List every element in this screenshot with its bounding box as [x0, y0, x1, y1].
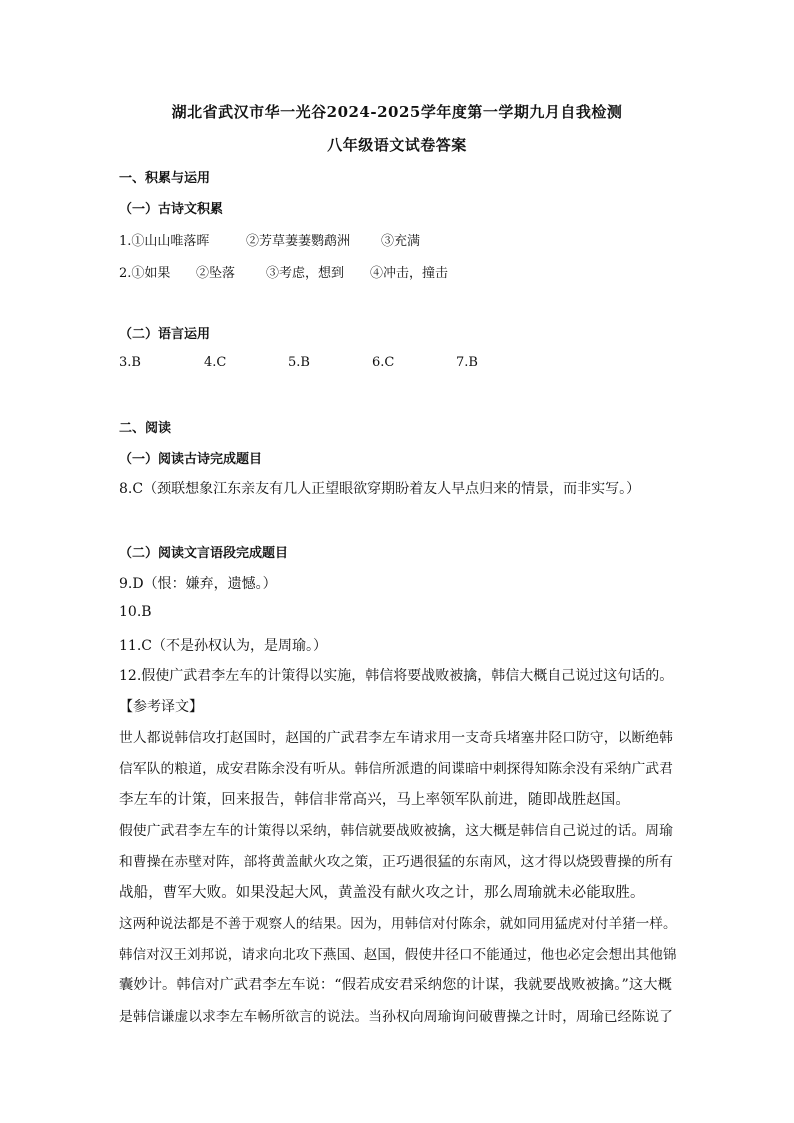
translation-line: 是韩信谦虚以求李左车畅所欲言的说法。当孙权向周瑜询问破曹操之计时，周瑜已经陈说了 — [119, 1009, 674, 1025]
section-heading-accumulation: 一、积累与运用 — [119, 171, 211, 186]
answer-2-part-3: ③考虑，想到 — [266, 266, 345, 281]
translation-line: 信军队的粮道，成安君陈余没有听从。韩信所派遣的间谍暗中刺探得知陈余没有采纳广武君 — [119, 761, 674, 777]
document-subtitle: 八年级语文试卷答案 — [327, 136, 467, 154]
translation-line: 和曹操在赤壁对阵，部将黄盖献火攻之策，正巧遇很猛的东南风，这才得以烧毁曹操的所有 — [119, 854, 674, 870]
translation-line: 韩信对汉王刘邦说，请求向北攻下燕国、赵国，假使井径口不能通过，他也必定会想出其他锦 — [119, 947, 677, 963]
answer-4: 4.C — [204, 355, 227, 370]
answer-7: 7.B — [456, 355, 478, 370]
subsection-heading-classical-reading: （二）阅读文言语段完成题目 — [119, 546, 289, 561]
translation-heading: 【参考译文】 — [119, 699, 203, 715]
translation-line: 囊妙计。韩信对广武君李左车说：“假若成安君采纳您的计谋，我就要战败被擒。”这大概 — [119, 977, 672, 993]
translation-line: 假使广武君李左车的计策得以采纳，韩信就要战败被擒，这大概是韩信自己说过的话。周瑜 — [119, 823, 674, 839]
translation-line: 这两种说法都是不善于观察人的结果。因为，用韩信对付陈余，就如同用猛虎对付羊猪一样。 — [119, 916, 677, 932]
section-heading-reading: 二、阅读 — [119, 421, 172, 436]
answer-1-part-3: ③充满 — [381, 234, 421, 249]
translation-line: 李左车的计策，回来报告，韩信非常高兴，马上率领军队前进，随即战胜赵国。 — [119, 792, 630, 808]
subsection-heading-language: （二）语言运用 — [119, 327, 211, 342]
answer-12: 12.假使广武君李左车的计策得以实施，韩信将要战败被擒，韩信大概自己说过这句话的。 — [119, 668, 674, 684]
answer-1-part-2: ②芳草萋萋鹦鹉洲 — [246, 234, 351, 249]
document-title: 湖北省武汉市华一光谷2024-2025学年度第一学期九月自我检测 — [171, 103, 623, 121]
subsection-heading-poetry: （一）古诗文积累 — [119, 202, 224, 217]
translation-line: 战船，曹军大败。如果没起大风，黄盖没有献火攻之计，那么周瑜就未必能取胜。 — [119, 885, 645, 901]
answer-9: 9.D（恨：嫌弃，遗憾。） — [119, 576, 277, 592]
answer-3: 3.B — [119, 355, 141, 370]
answer-6: 6.C — [372, 355, 395, 370]
answer-10: 10.B — [119, 604, 152, 620]
answer-2-part-2: ②坠落 — [196, 266, 236, 281]
answer-2-part-1: 2.①如果 — [119, 266, 171, 281]
answer-5: 5.B — [288, 355, 310, 370]
answer-11: 11.C（不是孙权认为，是周瑜。） — [119, 638, 327, 654]
translation-line: 世人都说韩信攻打赵国时，赵国的广武君李左车请求用一支奇兵堵塞井陉口防守，以断绝韩 — [119, 730, 674, 746]
answer-1-part-1: 1.①山山唯落晖 — [119, 234, 210, 249]
subsection-heading-poem-reading: （一）阅读古诗完成题目 — [119, 452, 263, 467]
answer-8: 8.C（颈联想象江东亲友有几人正望眼欲穿期盼着友人早点归来的情景，而非实写。） — [119, 481, 641, 497]
answer-2-part-4: ④冲击，撞击 — [370, 266, 449, 281]
